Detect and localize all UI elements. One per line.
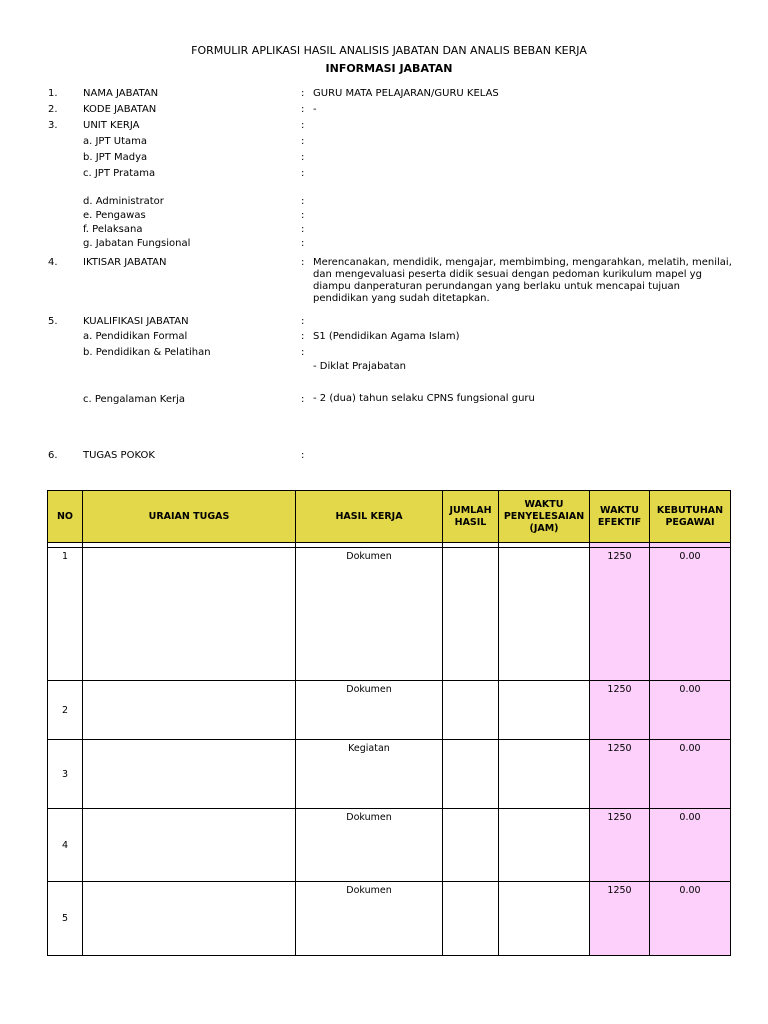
- row-jumlah-hasil[interactable]: [443, 681, 499, 740]
- row-waktu-efektif: [590, 681, 650, 740]
- row-no: 3: [48, 740, 83, 809]
- row-hasil-kerja: [296, 740, 443, 809]
- row-uraian-tugas[interactable]: [83, 740, 296, 809]
- row-no: [48, 548, 83, 681]
- row-kebutuhan-pegawai: [650, 740, 731, 809]
- field-label-pengalaman-kerja: c. Pengalaman Kerja: [83, 394, 186, 405]
- field-colon: :: [301, 210, 305, 221]
- field-colon: :: [301, 347, 305, 358]
- row-kebutuhan-pegawai-text: 0.00: [679, 684, 701, 695]
- field-value-pengalaman-kerja: - 2 (dua) tahun selaku CPNS fungsional guru: [313, 393, 535, 404]
- row-hasil-kerja: [296, 548, 443, 681]
- row-waktu-penyelesaian[interactable]: [499, 809, 590, 882]
- row-jumlah-hasil[interactable]: [443, 809, 499, 882]
- tugas-pokok-table: [47, 490, 731, 956]
- field-colon: :: [301, 331, 305, 342]
- field-colon: :: [301, 152, 305, 163]
- row-kebutuhan-pegawai: [650, 809, 731, 882]
- row-uraian-tugas[interactable]: [83, 681, 296, 740]
- table-row: [48, 809, 731, 882]
- field-label-jabatan-fungsional: g. Jabatan Fungsional: [83, 238, 191, 249]
- row-waktu-efektif-text: 1250: [607, 743, 632, 754]
- field-colon: :: [301, 316, 305, 327]
- field-number: 4.: [48, 257, 58, 268]
- row-jumlah-hasil[interactable]: [443, 548, 499, 681]
- form-subtitle: INFORMASI JABATAN: [325, 62, 453, 75]
- field-number: 5.: [48, 316, 58, 327]
- field-value-pendidikan-pelatihan: - Diklat Prajabatan: [313, 361, 406, 372]
- field-number: 3.: [48, 120, 58, 131]
- row-hasil-kerja-text: Dokumen: [346, 551, 392, 562]
- field-label-unit-kerja: UNIT KERJA: [83, 120, 140, 131]
- row-waktu-efektif: [590, 809, 650, 882]
- row-waktu-efektif-text: 1250: [607, 885, 632, 896]
- row-waktu-efektif-text: 1250: [607, 551, 632, 562]
- row-uraian-tugas[interactable]: [83, 809, 296, 882]
- table-row: [48, 740, 731, 809]
- row-jumlah-hasil[interactable]: [443, 740, 499, 809]
- row-waktu-efektif: [590, 548, 650, 681]
- field-colon: :: [301, 224, 305, 235]
- row-kebutuhan-pegawai-text: 0.00: [679, 551, 701, 562]
- field-colon: :: [301, 450, 305, 461]
- field-label-pelaksana: f. Pelaksana: [83, 224, 143, 235]
- header-jumlah-hasil: JUMLAH HASIL: [443, 491, 499, 543]
- row-waktu-penyelesaian[interactable]: [499, 681, 590, 740]
- header-uraian-tugas: URAIAN TUGAS: [83, 491, 296, 543]
- field-number: 1.: [48, 88, 58, 99]
- row-waktu-penyelesaian[interactable]: [499, 882, 590, 956]
- header-waktu-efektif: WAKTU EFEKTIF: [590, 491, 650, 543]
- row-hasil-kerja-text: Dokumen: [346, 885, 392, 896]
- row-hasil-kerja-text: Dokumen: [346, 812, 392, 823]
- field-number: 6.: [48, 450, 58, 461]
- row-kebutuhan-pegawai-text: 0.00: [679, 812, 701, 823]
- field-colon: :: [301, 394, 305, 405]
- field-number: 2.: [48, 104, 58, 115]
- row-hasil-kerja: [296, 882, 443, 956]
- field-colon: :: [301, 168, 305, 179]
- field-label-pengawas: e. Pengawas: [83, 210, 146, 221]
- field-label-jpt-madya: b. JPT Madya: [83, 152, 148, 163]
- row-uraian-tugas[interactable]: [83, 882, 296, 956]
- row-waktu-efektif-text: 1250: [607, 812, 632, 823]
- row-hasil-kerja: [296, 809, 443, 882]
- field-colon: :: [301, 238, 305, 249]
- row-waktu-penyelesaian[interactable]: [499, 548, 590, 681]
- table-header-row: [48, 491, 731, 543]
- field-value-nama-jabatan: GURU MATA PELAJARAN/GURU KELAS: [313, 88, 499, 99]
- table-row: [48, 548, 731, 681]
- row-no-text: 1: [61, 551, 69, 562]
- field-label-iktisar-jabatan: IKTISAR JABATAN: [83, 257, 167, 268]
- row-no: 5: [48, 882, 83, 956]
- row-hasil-kerja: [296, 681, 443, 740]
- row-waktu-penyelesaian[interactable]: [499, 740, 590, 809]
- table-row: [48, 882, 731, 956]
- row-kebutuhan-pegawai: [650, 681, 731, 740]
- row-waktu-efektif: [590, 882, 650, 956]
- row-waktu-efektif-text: 1250: [607, 684, 632, 695]
- row-kebutuhan-pegawai-text: 0.00: [679, 885, 701, 896]
- form-title: FORMULIR APLIKASI HASIL ANALISIS JABATAN DAN ANALIS BEBAN KERJA: [191, 44, 587, 57]
- field-value-pendidikan-formal: S1 (Pendidikan Agama Islam): [313, 331, 460, 342]
- table-row: [48, 681, 731, 740]
- row-kebutuhan-pegawai-text: 0.00: [679, 743, 701, 754]
- field-colon: :: [301, 196, 305, 207]
- field-value-kode-jabatan: -: [313, 104, 317, 115]
- row-waktu-efektif: [590, 740, 650, 809]
- field-colon: :: [301, 136, 305, 147]
- field-colon: :: [301, 104, 305, 115]
- field-label-pendidikan-pelatihan: b. Pendidikan & Pelatihan: [83, 347, 211, 358]
- row-hasil-kerja-text: Kegiatan: [348, 743, 390, 754]
- header-hasil-kerja: HASIL KERJA: [296, 491, 443, 543]
- row-jumlah-hasil[interactable]: [443, 882, 499, 956]
- row-hasil-kerja-text: Dokumen: [346, 684, 392, 695]
- field-label-administrator: d. Administrator: [83, 196, 164, 207]
- field-label-pendidikan-formal: a. Pendidikan Formal: [83, 331, 188, 342]
- header-no: NO: [48, 491, 83, 543]
- field-colon: :: [301, 257, 305, 268]
- row-no: 2: [48, 681, 83, 740]
- header-kebutuhan-pegawai: KEBUTUHAN PEGAWAI: [650, 491, 731, 543]
- field-label-nama-jabatan: NAMA JABATAN: [83, 88, 159, 99]
- header-waktu-penyelesaian: WAKTU PENYELESAIAN (JAM): [499, 491, 590, 543]
- field-label-kualifikasi-jabatan: KUALIFIKASI JABATAN: [83, 316, 189, 327]
- field-label-jpt-pratama: c. JPT Pratama: [83, 168, 156, 179]
- field-label-kode-jabatan: KODE JABATAN: [83, 104, 157, 115]
- field-value-iktisar-jabatan: Merencanakan, mendidik, mengajar, membimbing, mengarahkan, melatih, menilai, dan mengevaluasi peserta didik sesuai dengan pedoman kurikulum mapel yg diampu danperaturan perundangan yang berlaku untuk mencapai tujuan pendidikan yang sudah ditetapkan.: [313, 257, 732, 304]
- row-kebutuhan-pegawai: [650, 548, 731, 681]
- row-uraian-tugas[interactable]: [83, 548, 296, 681]
- row-no: 4: [48, 809, 83, 882]
- field-colon: :: [301, 88, 305, 99]
- row-kebutuhan-pegawai: [650, 882, 731, 956]
- field-colon: :: [301, 120, 305, 131]
- field-label-jpt-utama: a. JPT Utama: [83, 136, 147, 147]
- field-label-tugas-pokok: TUGAS POKOK: [83, 450, 155, 461]
